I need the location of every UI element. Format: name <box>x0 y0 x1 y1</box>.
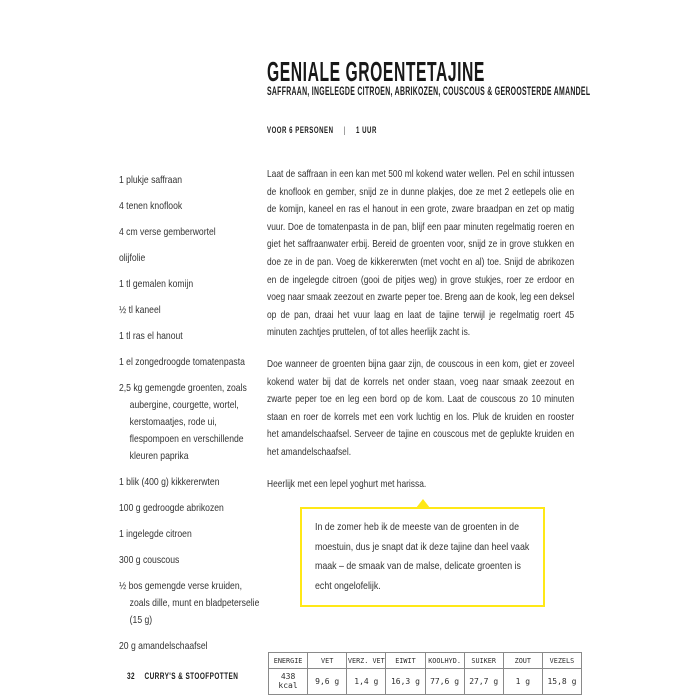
tip-callout-box <box>300 507 545 607</box>
nutrition-value: 27,7 g <box>464 669 503 695</box>
chapter-title: CURRY'S & STOOFPOTTEN <box>144 671 239 682</box>
nutrition-header: VET <box>308 653 347 669</box>
ingredient-item: 1 tl gemalen komijn <box>119 278 194 290</box>
ingredient-item: ½ bos gemengde verse kruiden, zoals dille, munt en bladpeterselie (15 g) <box>119 580 260 626</box>
method-text <box>267 166 574 507</box>
tip-text: In de zomer heb ik de meeste van de groenten in de moestuin, dus je snapt dat ik deze tajine dan heel vaak maak – de smaak van de malse, delicate groenten is echt ongelofelijk. <box>315 521 530 592</box>
ingredient-item: 100 g gedroogde abrikozen <box>119 502 224 514</box>
ingredient-item: 1 blik (400 g) kikkererwten <box>119 476 220 488</box>
ingredient-item: ½ tl kaneel <box>119 304 161 316</box>
nutrition-header: VEZELS <box>542 653 581 669</box>
nutrition-header: EIWIT <box>386 653 425 669</box>
nutrition-value: 9,6 g <box>308 669 347 695</box>
method-paragraph: Laat de saffraan in een kan met 500 ml kokend water wellen. Pel en schil intussen de knoflook en gember, snijd ze in dunne plakjes, doe ze met 2 eetlepels olie en de komijn, kaneel en ras el hanout in een grote, zware braadpan en zet op matig vuur. Doe de tomatenpasta in de pan, blijf een paar minuten regelmatig roeren en giet het saffraanwater erbij. Bereid de groenten voor, snijd ze in grove stukken en doe ze in de pan. Voeg de kikkererwten (met vocht en al) toe. Snijd de abrikozen en de ingelegde citroen (gooi de pitjes weg) in grove stukjes, roer ze erdoor en voeg naar smaak zeezout en zwarte peper toe. Breng aan de kook, leg een deksel op de pan, draai het vuur laag en laat de tajine terwijl je regelmatig roert 45 minuten zachtjes pruttelen, of tot alles heerlijk zacht is. <box>267 168 575 339</box>
nutrition-value: 15,8 g <box>542 669 581 695</box>
ingredient-item: 1 tl ras el hanout <box>119 330 183 342</box>
recipe-subtitle: SAFFRAAN, INGELEGDE CITROEN, ABRIKOZEN, COUSCOUS & GEROOSTERDE AMANDEL <box>267 86 591 98</box>
nutrition-value: 438 kcal <box>269 669 308 695</box>
nutrition-value: 77,6 g <box>425 669 464 695</box>
ingredient-item: 4 tenen knoflook <box>119 200 183 212</box>
ingredient-item: 4 cm verse gemberwortel <box>119 226 216 238</box>
ingredient-item: 300 g couscous <box>119 554 180 566</box>
recipe-meta <box>267 125 377 136</box>
meta-separator: | <box>343 125 346 136</box>
serving-suggestion: Heerlijk met een lepel yoghurt met harissa. <box>267 477 427 490</box>
nutrition-value: 16,3 g <box>386 669 425 695</box>
nutrition-header: ZOUT <box>503 653 542 669</box>
ingredient-item: 1 el zongedroogde tomatenpasta <box>119 356 245 368</box>
ingredients-list <box>119 172 263 664</box>
time-label: 1 UUR <box>356 125 377 136</box>
callout-arrow-up-icon <box>416 499 430 508</box>
nutrition-value-row <box>269 669 582 695</box>
method-paragraph: Doe wanneer de groenten bijna gaar zijn, de couscous in een kom, giet er zoveel kokend water bij dat de korrels net onder staan, voeg naar smaak zeezout en zwarte peper toe en leg een bord op de kom. Laat de couscous zo 10 minuten staan en roer de korrels met een vork luchtig en los. Pluk de kruiden en rooster het amandelschaafsel. Serveer de tajine en couscous met de geplukte kruiden en het amandelschaafsel. <box>267 357 575 458</box>
ingredient-item: olijfolie <box>119 252 146 264</box>
nutrition-header: KOOLHYD. <box>425 653 464 669</box>
ingredient-item: 2,5 kg gemengde groenten, zoals aubergine, courgette, wortel, kerstomaatjes, rode ui, flespompoen en verschillende kleuren paprika <box>119 382 247 462</box>
page-number: 32 <box>127 671 136 682</box>
nutrition-value: 1,4 g <box>347 669 386 695</box>
page-title: GENIALE GROENTETAJINE <box>267 56 485 87</box>
nutrition-header: ENERGIE <box>269 653 308 669</box>
nutrition-value: 1 g <box>503 669 542 695</box>
ingredient-item: 20 g amandelschaafsel <box>119 640 208 652</box>
nutrition-header: VERZ. VET <box>347 653 386 669</box>
page-footer <box>127 671 238 682</box>
ingredient-item: 1 ingelegde citroen <box>119 528 192 540</box>
nutrition-table <box>268 652 582 695</box>
nutrition-header-row <box>269 653 582 669</box>
ingredient-item: 1 plukje saffraan <box>119 174 183 186</box>
servings-label: VOOR 6 PERSONEN <box>267 125 334 136</box>
nutrition-header: SUIKER <box>464 653 503 669</box>
